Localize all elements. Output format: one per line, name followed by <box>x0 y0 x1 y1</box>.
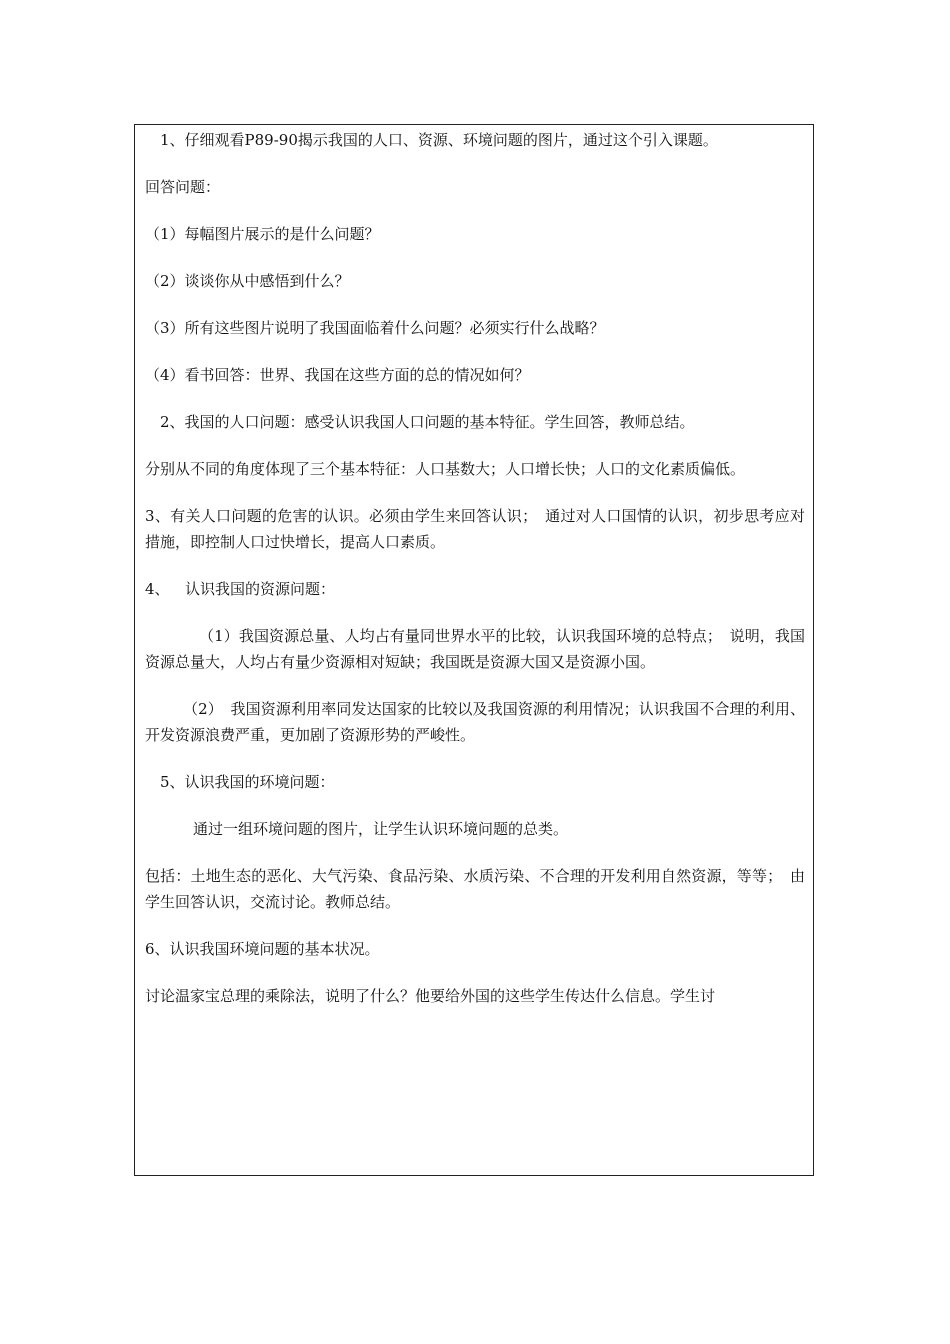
paragraph-resource-2: （2） 我国资源利用率同发达国家的比较以及我国资源的利用情况；认识我国不合理的利用、开发资源浪费严重，更加剧了资源形势的严峻性。 <box>145 700 805 744</box>
resource-heading-text: 认识我国的资源问题： <box>185 580 336 598</box>
content-table-cell <box>134 124 814 1176</box>
paragraph-environment-list: 包括：土地生态的恶化、大气污染、食品污染、水质污染、不合理的开发利用自然资源，等等； 由学生回答认识，交流讨论。教师总结。 <box>145 867 805 911</box>
paragraph-population: 2、我国的人口问题：感受认识我国人口问题的基本特征。学生回答，教师总结。 <box>160 413 695 431</box>
lesson-content <box>145 127 805 1009</box>
item-number: 4、 <box>145 580 170 598</box>
paragraph-environment-pictures: 通过一组环境问题的图片，让学生认识环境问题的总类。 <box>193 820 569 838</box>
paragraph-discussion: 讨论温家宝总理的乘除法，说明了什么？他要给外国的这些学生传达什么信息。学生讨 <box>145 987 716 1005</box>
question-4: （4）看书回答：世界、我国在这些方面的总的情况如何？ <box>145 366 530 384</box>
question-2: （2）谈谈你从中感悟到什么？ <box>145 272 350 290</box>
paragraph-environment-heading: 5、认识我国的环境问题： <box>160 773 335 791</box>
paragraph-1: 1、仔细观看P89-90揭示我国的人口、资源、环境问题的图片，通过这个引入课题。 <box>160 131 718 149</box>
question-1: （1）每幅图片展示的是什么问题？ <box>145 225 380 243</box>
paragraph-environment-status: 6、认识我国环境问题的基本状况。 <box>145 940 380 958</box>
paragraph-population-features: 分别从不同的角度体现了三个基本特征：人口基数大；人口增长快；人口的文化素质偏低。 <box>145 460 746 478</box>
paragraph-2: 回答问题： <box>145 178 221 196</box>
paragraph-resource-heading <box>145 576 805 602</box>
paragraph-population-harm: 3、有关人口问题的危害的认识。必须由学生来回答认识； 通过对人口国情的认识，初步思考应对措施，即控制人口过快增长，提高人口素质。 <box>145 507 805 551</box>
paragraph-resource-1: （1）我国资源总量、人均占有量同世界水平的比较，认识我国环境的总特点； 说明，我国资源总量大，人均占有量少资源相对短缺；我国既是资源大国又是资源小国。 <box>145 627 805 671</box>
question-3: （3）所有这些图片说明了我国面临着什么问题？必须实行什么战略？ <box>145 319 605 337</box>
